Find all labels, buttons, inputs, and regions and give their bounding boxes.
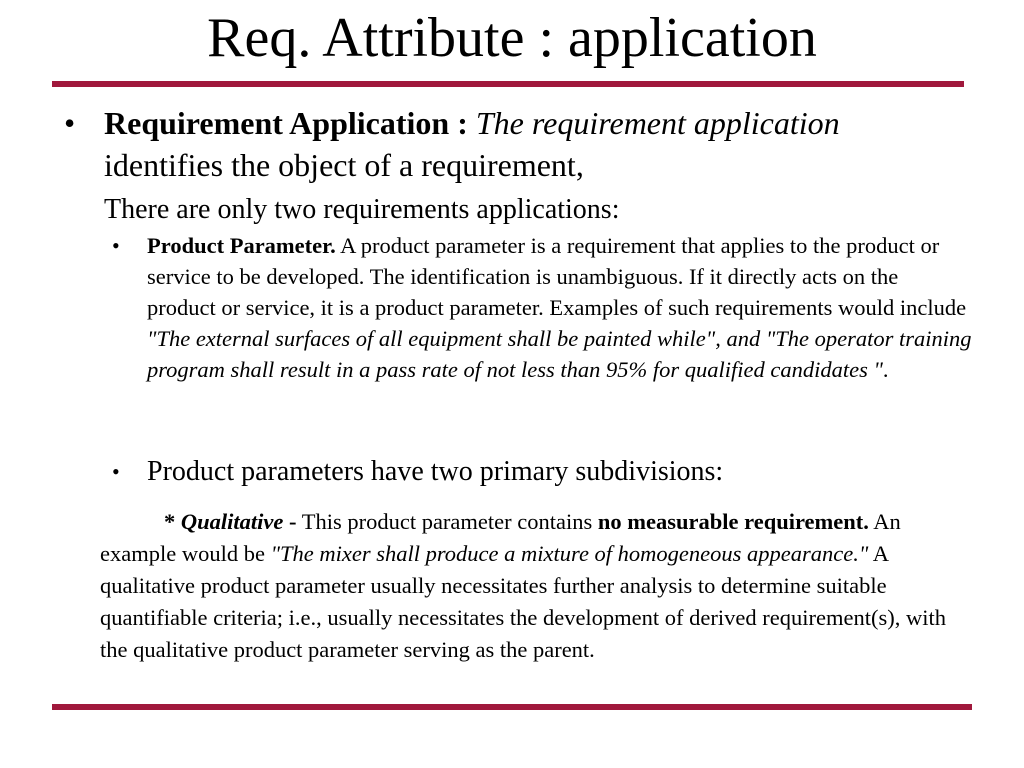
bottom-divider [52, 704, 972, 710]
bullet-text: identifies the object of a requirement, [104, 147, 584, 183]
bold-lead: Requirement Application : [104, 105, 468, 141]
sub-text: A product parameter is a requirement that applies to the product or service to be developed. The identification is unambiguous. If it directly acts on the product or service, it is a product parameter. Examples of such requirements would include [147, 233, 967, 320]
qualitative-star: * [164, 509, 176, 534]
sub-italic-examples: "The external surfaces of all equipment shall be painted while", and "The operator training program shall result in a pass rate of not less than 95% for qualified candidates " [147, 326, 972, 382]
bullet-marker: • [64, 105, 76, 141]
qualitative-italic-example: "The mixer shall produce a mixture of homogeneous appearance." [270, 541, 869, 566]
sub-bullet-text [147, 230, 972, 385]
qualitative-text-3: A qualitative product parameter usually necessitates further analysis to determine suitable quantifiable criteria; i.e., usually necessitates the development of derived requirement(s), with the qualitative product parameter serving as the parent. [100, 541, 946, 662]
qualitative-text-2: An example would be [100, 509, 901, 566]
sub-text: Product parameters have two primary subdivisions: [147, 456, 724, 487]
qualitative-term: Qualitative [180, 509, 284, 534]
top-divider [52, 81, 964, 87]
italic-term: The requirement application [475, 105, 840, 141]
sub-bullet-text [147, 454, 972, 490]
qualitative-paragraph [100, 506, 960, 666]
sub-end: . [882, 357, 889, 382]
bullet-second-line: There are only two requirements applications: [104, 194, 620, 225]
sub-bullet-marker: • [112, 233, 120, 258]
qualitative-dash: - [289, 509, 297, 534]
sub-bullet-marker: • [112, 459, 120, 484]
main-bullet-text [104, 102, 954, 230]
qualitative-bold-phrase: no measurable requirement. [597, 509, 869, 534]
sub-bold-lead: Product Parameter. [147, 233, 336, 258]
qualitative-text-1: This product parameter contains [301, 509, 593, 534]
slide-title: Req. Attribute : application [207, 7, 817, 69]
